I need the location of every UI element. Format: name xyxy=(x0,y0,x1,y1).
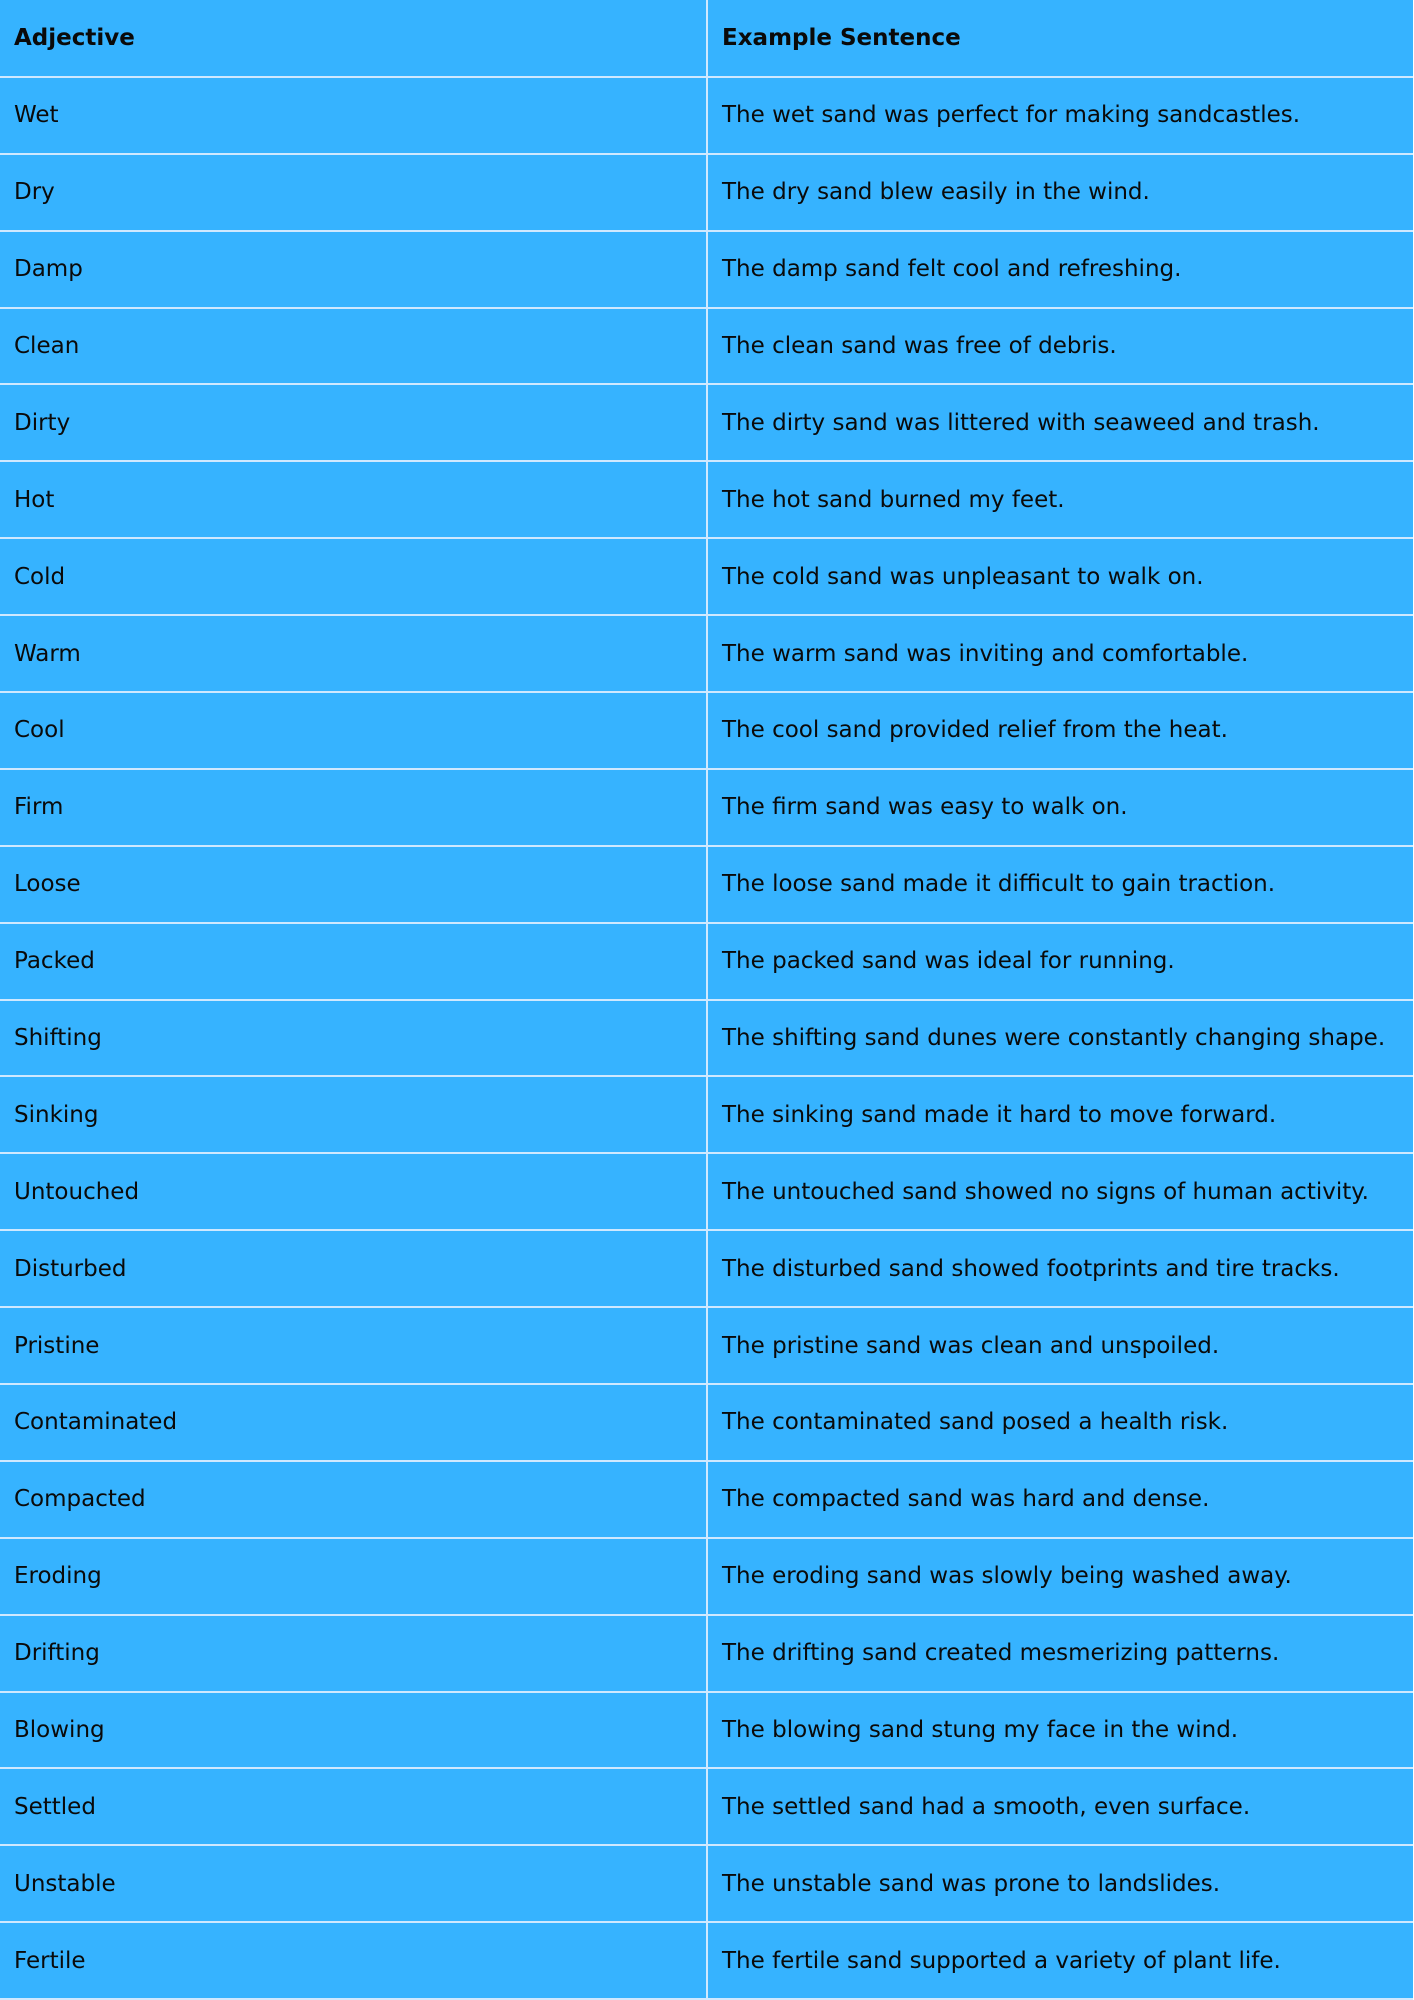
adjective-cell: Eroding xyxy=(0,1538,707,1615)
example-sentence-cell: The drifting sand created mesmerizing patterns. xyxy=(707,1615,1413,1692)
example-sentence-cell: The fertile sand supported a variety of plant life. xyxy=(707,1922,1413,1999)
adjective-cell: Blowing xyxy=(0,1692,707,1769)
table-row xyxy=(0,615,1413,692)
table-row xyxy=(0,1845,1413,1922)
adjective-cell: Cold xyxy=(0,538,707,615)
example-sentence-cell: The compacted sand was hard and dense. xyxy=(707,1461,1413,1538)
table-row xyxy=(0,1538,1413,1615)
example-sentence-cell: The firm sand was easy to walk on. xyxy=(707,769,1413,846)
example-sentence-cell: The dirty sand was littered with seaweed and trash. xyxy=(707,384,1413,461)
adjective-cell: Drifting xyxy=(0,1615,707,1692)
table-body xyxy=(0,77,1413,1999)
example-sentence-cell: The damp sand felt cool and refreshing. xyxy=(707,231,1413,308)
example-sentence-cell: The disturbed sand showed footprints and tire tracks. xyxy=(707,1230,1413,1307)
table-row xyxy=(0,1384,1413,1461)
table-row xyxy=(0,769,1413,846)
adjective-cell: Cool xyxy=(0,692,707,769)
adjective-cell: Dirty xyxy=(0,384,707,461)
table-row xyxy=(0,154,1413,231)
table-row xyxy=(0,1768,1413,1845)
table-row xyxy=(0,846,1413,923)
example-sentence-cell: The loose sand made it difficult to gain traction. xyxy=(707,846,1413,923)
header-example-sentence: Example Sentence xyxy=(707,0,1413,77)
example-sentence-cell: The untouched sand showed no signs of human activity. xyxy=(707,1153,1413,1230)
example-sentence-cell: The unstable sand was prone to landslides. xyxy=(707,1845,1413,1922)
table-row xyxy=(0,1922,1413,1999)
adjective-cell: Compacted xyxy=(0,1461,707,1538)
table-row xyxy=(0,77,1413,154)
example-sentence-cell: The blowing sand stung my face in the wind. xyxy=(707,1692,1413,1769)
table-row xyxy=(0,308,1413,385)
example-sentence-cell: The cold sand was unpleasant to walk on. xyxy=(707,538,1413,615)
table-row xyxy=(0,1153,1413,1230)
example-sentence-cell: The settled sand had a smooth, even surface. xyxy=(707,1768,1413,1845)
table-row xyxy=(0,1461,1413,1538)
table-row xyxy=(0,231,1413,308)
adjective-cell: Shifting xyxy=(0,1000,707,1077)
table-row xyxy=(0,692,1413,769)
example-sentence-cell: The cool sand provided relief from the heat. xyxy=(707,692,1413,769)
adjective-cell: Unstable xyxy=(0,1845,707,1922)
table-row xyxy=(0,1692,1413,1769)
example-sentence-cell: The packed sand was ideal for running. xyxy=(707,923,1413,1000)
example-sentence-cell: The wet sand was perfect for making sandcastles. xyxy=(707,77,1413,154)
table-row xyxy=(0,1076,1413,1153)
adjective-cell: Wet xyxy=(0,77,707,154)
adjective-cell: Untouched xyxy=(0,1153,707,1230)
adjective-cell: Disturbed xyxy=(0,1230,707,1307)
adjective-cell: Firm xyxy=(0,769,707,846)
table-row xyxy=(0,1615,1413,1692)
adjective-cell: Settled xyxy=(0,1768,707,1845)
adjective-cell: Warm xyxy=(0,615,707,692)
example-sentence-cell: The clean sand was free of debris. xyxy=(707,308,1413,385)
adjective-cell: Fertile xyxy=(0,1922,707,1999)
adjective-cell: Sinking xyxy=(0,1076,707,1153)
adjective-cell: Hot xyxy=(0,461,707,538)
example-sentence-cell: The hot sand burned my feet. xyxy=(707,461,1413,538)
table-row xyxy=(0,1307,1413,1384)
table-header-row xyxy=(0,0,1413,77)
adjective-cell: Damp xyxy=(0,231,707,308)
example-sentence-cell: The sinking sand made it hard to move forward. xyxy=(707,1076,1413,1153)
table-row xyxy=(0,538,1413,615)
adjective-cell: Dry xyxy=(0,154,707,231)
header-adjective: Adjective xyxy=(0,0,707,77)
adjective-cell: Loose xyxy=(0,846,707,923)
example-sentence-cell: The shifting sand dunes were constantly changing shape. xyxy=(707,1000,1413,1077)
table-row xyxy=(0,384,1413,461)
example-sentence-cell: The warm sand was inviting and comfortable. xyxy=(707,615,1413,692)
adjective-cell: Packed xyxy=(0,923,707,1000)
table-row xyxy=(0,1000,1413,1077)
example-sentence-cell: The contaminated sand posed a health risk. xyxy=(707,1384,1413,1461)
example-sentence-cell: The pristine sand was clean and unspoiled. xyxy=(707,1307,1413,1384)
adjective-cell: Clean xyxy=(0,308,707,385)
adjective-cell: Contaminated xyxy=(0,1384,707,1461)
table-row xyxy=(0,461,1413,538)
table-row xyxy=(0,1230,1413,1307)
example-sentence-cell: The dry sand blew easily in the wind. xyxy=(707,154,1413,231)
adjective-cell: Pristine xyxy=(0,1307,707,1384)
table-row xyxy=(0,923,1413,1000)
example-sentence-cell: The eroding sand was slowly being washed away. xyxy=(707,1538,1413,1615)
